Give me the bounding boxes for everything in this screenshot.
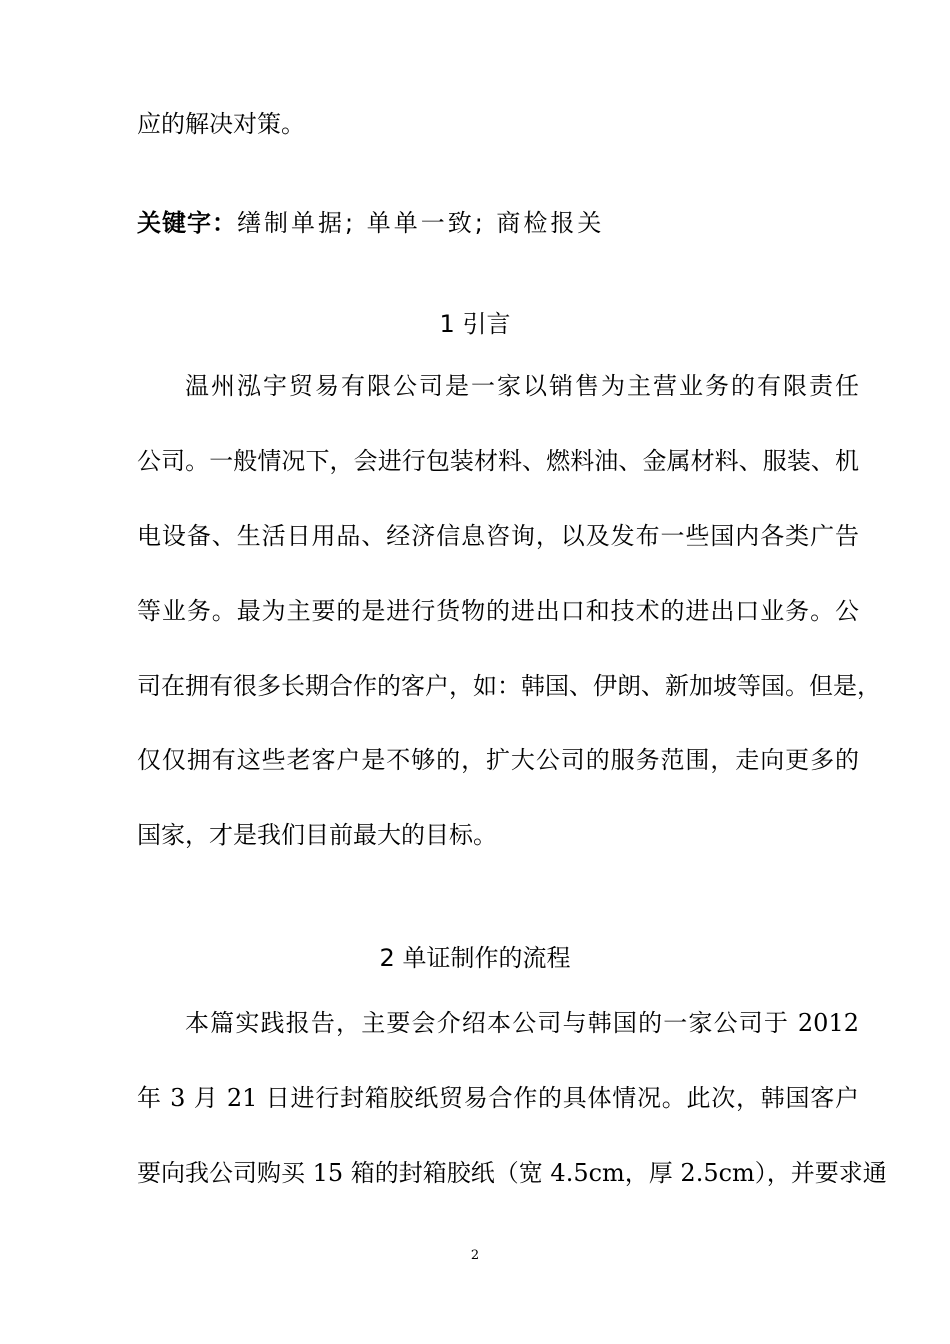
keywords-text: 缮制单据; 单单一致; 商检报关 [237, 209, 605, 237]
abstract-tail-line: 应的解决对策。 [137, 110, 305, 138]
section-1-heading: 1 引言 [439, 310, 511, 338]
paragraph-line: 温州泓宇贸易有限公司是一家以销售为主营业务的有限责任 [185, 372, 859, 400]
paragraph-line: 本篇实践报告，主要会介绍本公司与韩国的一家公司于 2012 [185, 1009, 859, 1037]
page-number: 2 [470, 1248, 480, 1263]
paragraph-line: 仅仅拥有这些老客户是不够的，扩大公司的服务范围，走向更多的 [137, 746, 859, 774]
paragraph-line: 电设备、生活日用品、经济信息咨询，以及发布一些国内各类广告 [137, 522, 859, 550]
paragraph-line: 公司。一般情况下，会进行包装材料、燃料油、金属材料、服装、机 [137, 447, 859, 475]
keywords-line [137, 205, 859, 241]
paragraph-line: 司在拥有很多长期合作的客户，如：韩国、伊朗、新加坡等国。但是， [137, 672, 881, 700]
paragraph-line: 要向我公司购买 15 箱的封箱胶纸（宽 4.5cm，厚 2.5cm），并要求通 [137, 1159, 887, 1187]
paragraph-line: 等业务。最为主要的是进行货物的进出口和技术的进出口业务。公 [137, 597, 859, 625]
paragraph-line: 国家，才是我们目前最大的目标。 [137, 821, 497, 849]
keywords-label: 关键字： [137, 209, 237, 237]
section-2-heading: 2 单证制作的流程 [379, 944, 571, 972]
paragraph-line: 年 3 月 21 日进行封箱胶纸贸易合作的具体情况。此次，韩国客户 [137, 1084, 859, 1112]
